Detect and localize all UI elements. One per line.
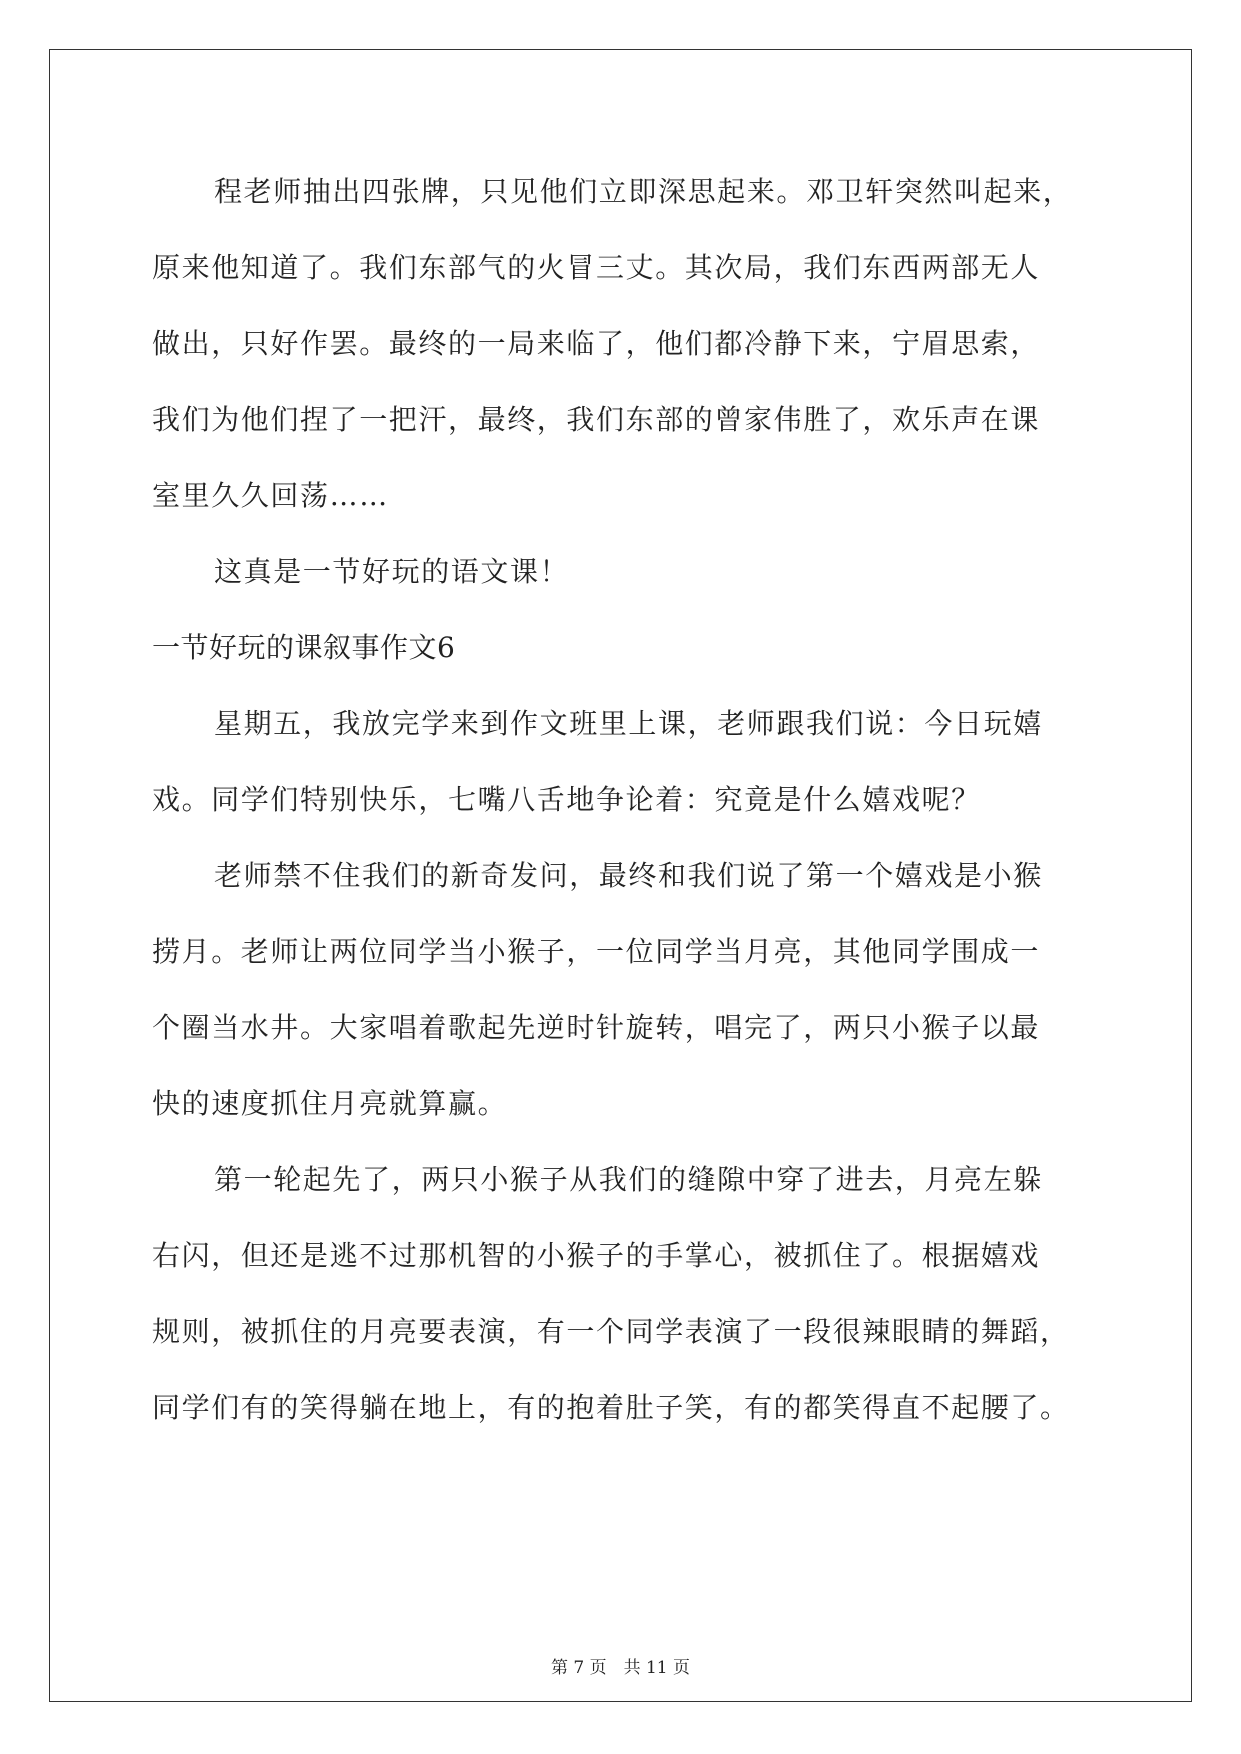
text-line-9: 戏。同学们特别快乐，七嘴八舌地争论着：究竟是什么嬉戏呢？ [152,783,981,816]
text-line-1: 程老师抽出四张牌，只见他们立即深思起来。邓卫轩突然叫起来， [214,175,1073,208]
text-line-5: 室里久久回荡…… [152,479,389,512]
text-line-10: 老师禁不住我们的新奇发问，最终和我们说了第一个嬉戏是小猴 [214,859,1043,892]
page-number-footer: 第 7 页 共 11 页 [550,1658,691,1678]
text-line-8: 星期五，我放完学来到作文班里上课，老师跟我们说：今日玩嬉 [214,707,1043,740]
text-line-2: 原来他知道了。我们东部气的火冒三丈。其次局，我们东西两部无人 [152,251,1041,284]
section-heading: 一节好玩的课叙事作文6 [152,631,456,664]
text-line-13: 快的速度抓住月亮就算赢。 [152,1087,508,1120]
text-line-15: 右闪，但还是逃不过那机智的小猴子的手掌心，被抓住了。根据嬉戏 [152,1239,1041,1272]
text-line-16: 规则，被抓住的月亮要表演，有一个同学表演了一段很辣眼睛的舞蹈， [152,1315,1070,1348]
text-line-17: 同学们有的笑得躺在地上，有的抱着肚子笑，有的都笑得直不起腰了。 [152,1391,1070,1424]
text-line-12: 个圈当水井。大家唱着歌起先逆时针旋转，唱完了，两只小猴子以最 [152,1011,1041,1044]
text-line-6: 这真是一节好玩的语文课！ [214,555,570,588]
text-line-3: 做出，只好作罢。最终的一局来临了，他们都冷静下来，宁眉思索， [152,327,1041,360]
text-line-14: 第一轮起先了，两只小猴子从我们的缝隙中穿了进去，月亮左躲 [214,1163,1043,1196]
text-line-4: 我们为他们捏了一把汗，最终，我们东部的曾家伟胜了，欢乐声在课 [152,403,1041,436]
text-line-11: 捞月。老师让两位同学当小猴子，一位同学当月亮，其他同学围成一 [152,935,1041,968]
